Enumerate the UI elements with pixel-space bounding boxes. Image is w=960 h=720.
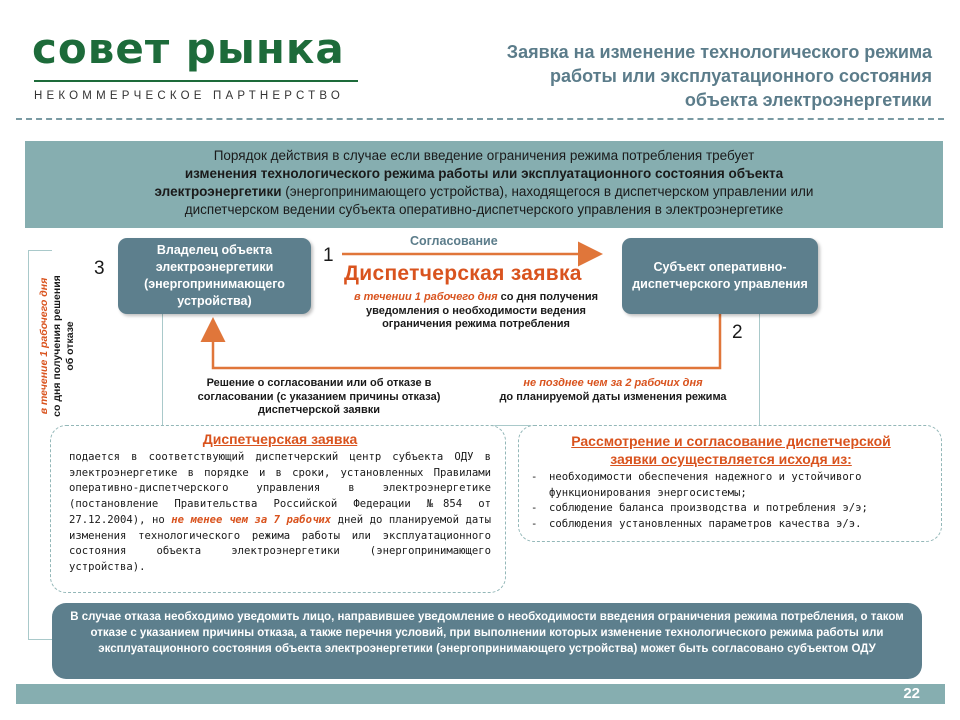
dash-bullet: - — [531, 518, 538, 531]
intro-line — [35, 165, 933, 183]
step-number: 1 — [323, 245, 334, 266]
decision-text — [180, 377, 458, 418]
dispatch-request-card — [50, 425, 506, 593]
operator-node — [622, 238, 818, 314]
header-divider — [16, 118, 944, 120]
logo-title: совет рынка — [32, 24, 345, 73]
list-item-text: соблюдения установленных параметров качества э/э. — [549, 518, 862, 531]
intro-emphasis: изменения технологического режима работы или эксплуатационного состояния объекта — [184, 166, 784, 181]
dispatch-desc-line — [338, 291, 614, 305]
owner-node-label: Владелец объекта электроэнергетики (энергопринимающего устройства) — [144, 243, 285, 308]
page-title-line: объекта электроэнергетики — [684, 90, 932, 110]
step-number: 3 — [94, 258, 105, 279]
list-item — [531, 501, 931, 517]
deadline-line: до планируемой даты изменения режима — [499, 390, 727, 403]
dispatch-term: в течении 1 рабочего дня — [353, 291, 498, 303]
refusal-term: в течение 1 рабочего дня — [38, 277, 50, 415]
list-item-text: соблюдение баланса производства и потребления э/э; — [549, 502, 868, 515]
logo-subtitle: НЕКОММЕРЧЕСКОЕ ПАРТНЕРСТВО — [34, 90, 345, 102]
step-number: 2 — [732, 322, 743, 343]
refusal-term-line: со дня получения решения — [51, 275, 63, 417]
intro-box — [25, 141, 943, 228]
logo-divider — [34, 80, 358, 82]
intro-line: Порядок действия в случае если введение ограничения режима потребления требует — [213, 148, 755, 163]
refusal-notice-text: В случае отказа необходимо уведомить лицо, направившее уведомление о необходимости введения ограничения режима потребления, о таком отказе с указанием причины отказа, а также перечня условий, при выполнении которых изменение технологического режима работы или эксплуатационного состояния объекта электроэнергетики (энергопринимающего устройства) может быть согласовано субъектом ОДУ — [70, 611, 904, 655]
decision-line: Решение о согласовании или об отказе в — [206, 377, 432, 389]
page-number: 22 — [903, 685, 920, 702]
dash-bullet: - — [531, 502, 538, 515]
review-criteria-card — [518, 425, 942, 542]
page-title-line: Заявка на изменение технологического режима — [506, 42, 932, 62]
dash-bullet: - — [531, 471, 538, 483]
dispatch-card-text: подается в соответствующий диспетчерский центр субъекта ОДУ в электроэнергетике в порядке и в сроки, установленных Правилами оперативно-диспетчерского управления в электроэнергетике (постановление Правительства Российской Федерации №854 от 27.12.2004), но — [69, 451, 491, 526]
intro-emphasis: электроэнергетики — [154, 184, 282, 199]
dispatch-card-body — [69, 450, 491, 576]
intro-text: (энергопринимающего устройства), находящегося в диспетчерском управлении или — [281, 184, 814, 199]
page-title-line: работы или эксплуатационного состояния — [549, 66, 932, 86]
refusal-term-note — [38, 266, 90, 426]
dispatch-card-highlight: не менее чем за 7 рабочих — [171, 513, 332, 526]
dispatch-desc-line: ограничения режима потребления — [382, 318, 570, 330]
decision-line: согласовании (с указанием причины отказа) — [197, 390, 441, 403]
list-item — [531, 470, 931, 501]
agreement-label: Согласование — [410, 234, 498, 248]
deadline-text — [482, 377, 744, 404]
footer-bar — [16, 684, 945, 704]
review-criteria-list — [531, 470, 931, 533]
dispatch-card-text: дней до планируемой даты изменения технологического режима работы или эксплуатационного состояния объекта электроэнергетики (энергопринимающего устройства). — [69, 513, 491, 573]
page-title — [392, 40, 932, 112]
dispatch-card-title: Диспетчерская заявка — [202, 431, 358, 447]
dispatch-request-desc — [338, 291, 614, 332]
operator-node-label: Субъект оперативно-диспетчерского управления — [632, 260, 808, 291]
refusal-notice-box — [52, 603, 922, 679]
list-item — [531, 517, 931, 533]
intro-line — [35, 183, 933, 201]
owner-node — [118, 238, 311, 314]
deadline-term: не позднее чем за 2 рабочих дня — [523, 377, 703, 389]
refusal-term-line: об отказе — [64, 321, 76, 371]
dispatch-desc-text: со дня получения — [497, 291, 599, 303]
intro-line: диспетчерском ведении субъекта оперативно-диспетчерского управления в электроэнергетике — [184, 202, 784, 217]
review-title-line: Рассмотрение и согласование диспетчерской — [571, 433, 891, 449]
review-title-line: заявки осуществляется исходя из: — [610, 451, 852, 467]
list-item-text: необходимости обеспечения надежного и устойчивого функционирования энергосистемы; — [549, 471, 862, 499]
dispatch-desc-line: уведомления о необходимости ведения — [366, 304, 586, 317]
review-card-title — [531, 432, 931, 468]
decision-line: диспетчерской заявки — [258, 404, 380, 416]
dispatch-request-title: Диспетчерская заявка — [344, 262, 582, 285]
